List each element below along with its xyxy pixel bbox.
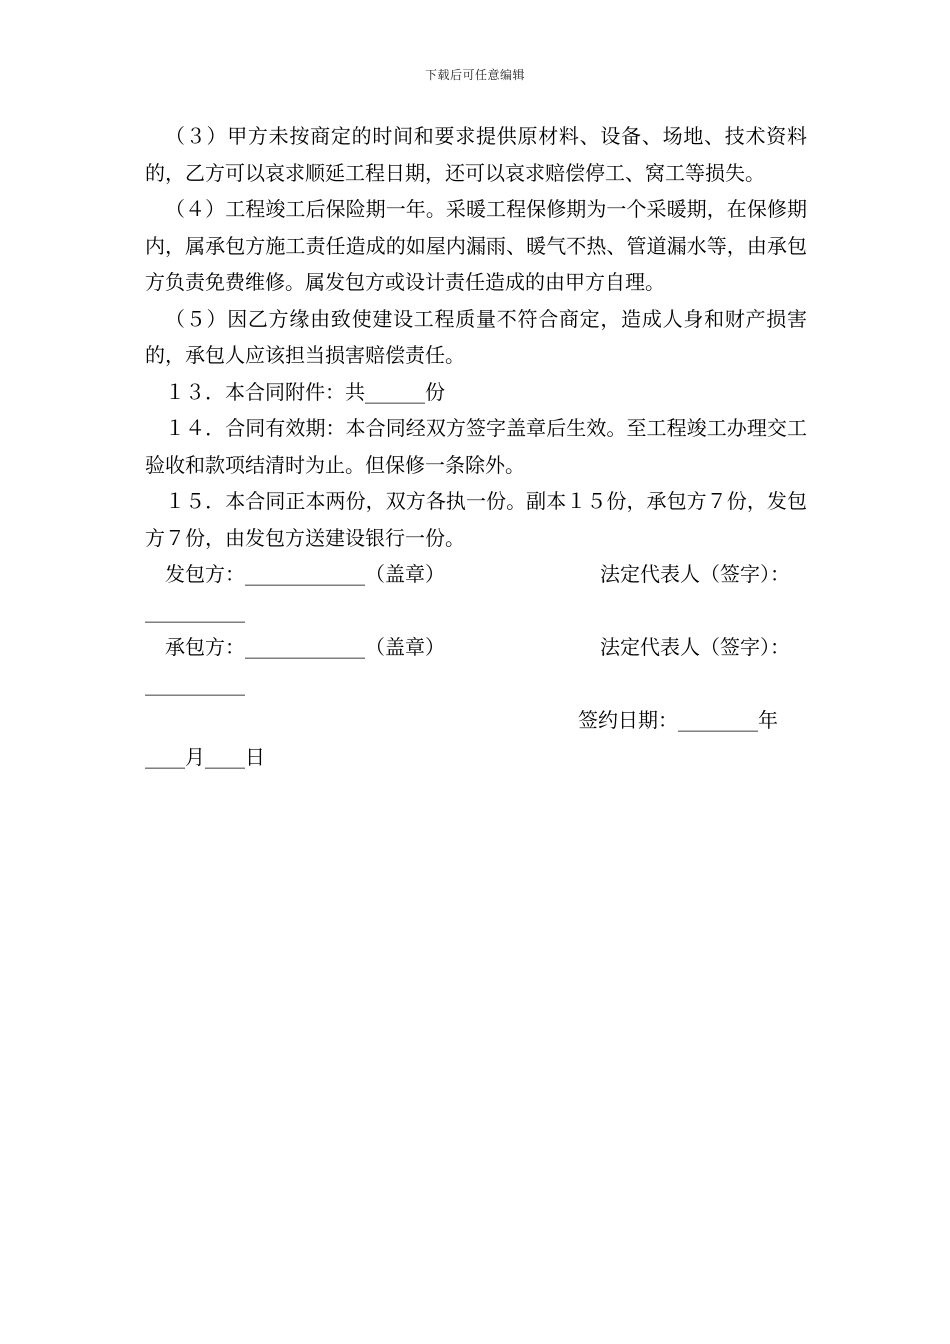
contractor-seal-field: 承包方：____________（盖章） — [165, 635, 445, 659]
signing-date-month-day: ____月____日 — [145, 744, 265, 769]
clause-13-attachments: １３．本合同附件：共______份 — [165, 379, 445, 404]
issuer-rep-blank: __________ — [145, 598, 245, 623]
clause-15-copies: １５．本合同正本两份，双方各执一份。副本１５份，承包方７份，发包方７份，由发包方送建设银行一份。 — [145, 489, 807, 550]
contractor-rep-blank: __________ — [145, 671, 245, 696]
contract-body — [145, 118, 807, 775]
issuer-rep-label: 法定代表人（签字）： — [600, 562, 790, 586]
clause-14-validity: １４．合同有效期：本合同经双方签字盖章后生效。至工程竣工办理交工验收和款项结清时为止。但保修一条除外。 — [145, 416, 807, 477]
clause-3: （３）甲方未按商定的时间和要求提供原材料、设备、场地、技术资料的，乙方可以哀求顺延工程日期，还可以哀求赔偿停工、窝工等损失。 — [145, 124, 807, 185]
header-note: 下载后可任意编辑 — [424, 68, 525, 82]
contractor-rep-label: 法定代表人（签字）： — [600, 635, 790, 659]
signing-date-row — [145, 702, 807, 739]
clause-5: （５）因乙方缘由致使建设工程质量不符合商定，造成人身和财产损害的，承包人应该担当损害赔偿责任。 — [145, 306, 807, 367]
signing-date-label: 签约日期：________年 — [578, 708, 778, 732]
contractor-signature-row — [145, 629, 807, 666]
clause-4: （４）工程竣工后保险期一年。采暖工程保修期为一个采暖期，在保修期内，属承包方施工责任造成的如屋内漏雨、暖气不热、管道漏水等，由承包方负责免费维修。属发包方或设计责任造成的由甲方自理。 — [145, 197, 807, 294]
issuer-seal-field: 发包方：____________（盖章） — [165, 562, 445, 586]
issuer-signature-row — [145, 556, 807, 593]
